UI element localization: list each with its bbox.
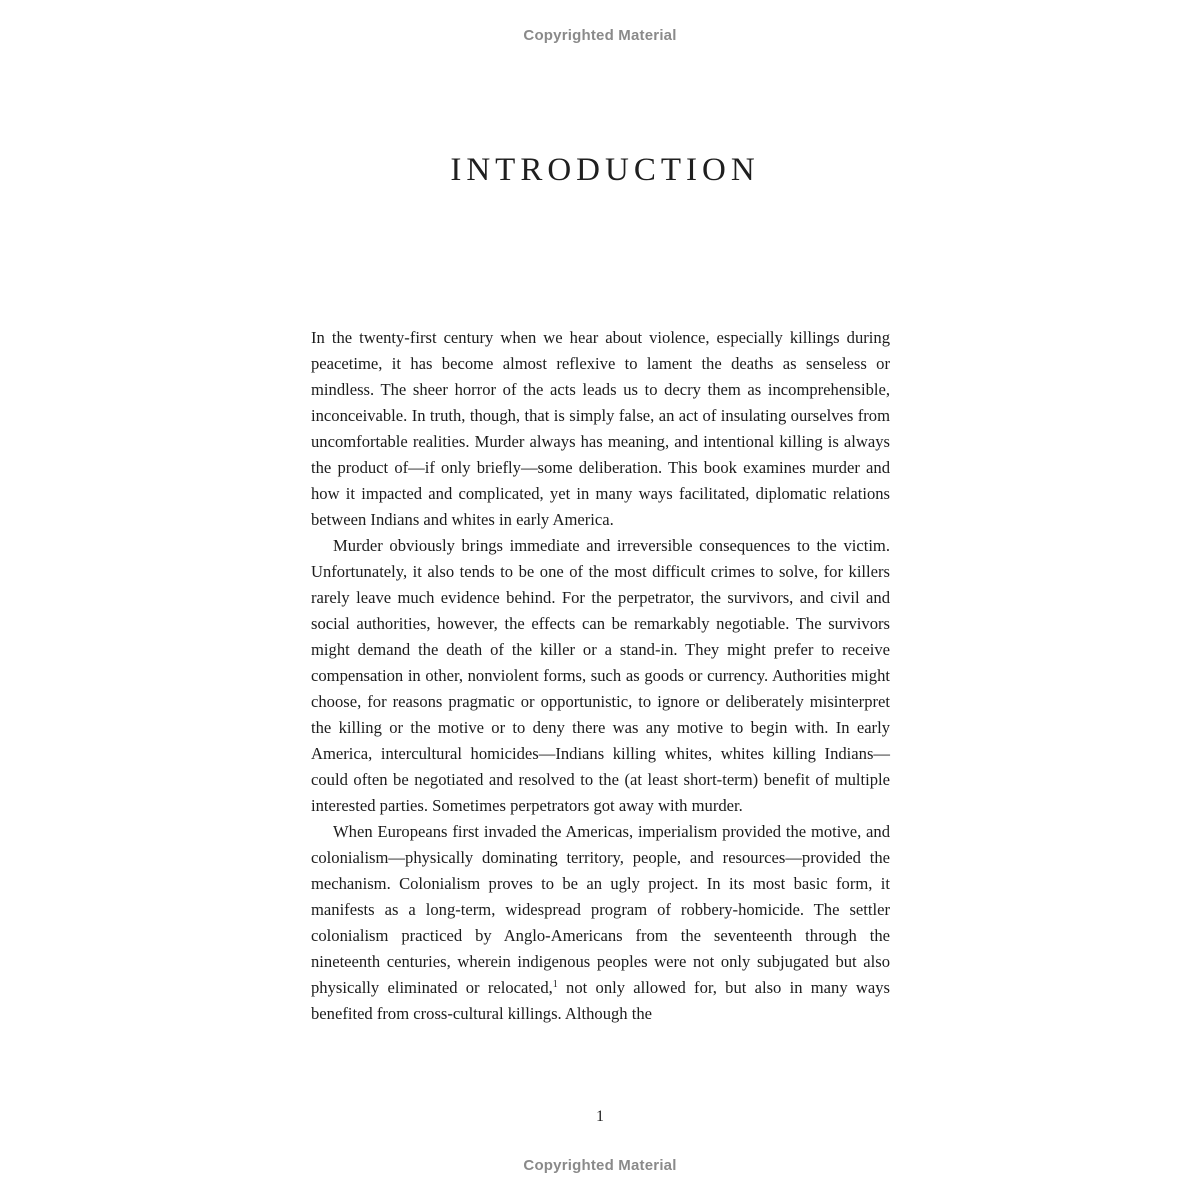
page-number: 1 (596, 1108, 604, 1125)
paragraph-1: In the twenty-first century when we hear about violence, especially killings during peacetime, it has become almost reflexive to lament the deaths as senseless or mindless. The sheer horror of the acts leads us to decry them as incomprehensible, inconceivable. In truth, though, that is simply false, an act of insulating ourselves from uncomfortable realities. Murder always has meaning, and intentional killing is always the product of—if only briefly—some deliberation. This book examines murder and how it impacted and complicated, yet in many ways facilitated, diplomatic relations between Indians and whites in early America. (311, 328, 890, 529)
footnote-reference[interactable]: 1 (552, 979, 558, 990)
body-text (311, 325, 890, 1027)
chapter-title: INTRODUCTION (450, 152, 760, 188)
paragraph-3 (311, 819, 890, 1027)
copyright-watermark-top: Copyrighted Material (523, 27, 677, 44)
paragraph-2: Murder obviously brings immediate and irreversible consequences to the victim. Unfortunately, it also tends to be one of the most difficult crimes to solve, for killers rarely leave much evidence behind. For the perpetrator, the survivors, and civil and social authorities, however, the effects can be remarkably negotiable. The survivors might demand the death of the killer or a stand-in. They might prefer to receive compensation in other, nonviolent forms, such as goods or currency. Authorities might choose, for reasons pragmatic or opportunistic, to ignore or deliberately misinterpret the killing or the motive or to deny there was any motive to begin with. In early America, intercultural homicides—Indians killing whites, whites killing Indians—could often be negotiated and resolved to the (at least short-term) benefit of multiple interested parties. Sometimes perpetrators got away with murder. (311, 536, 890, 815)
paragraph-3-text-after-note: not only allowed for, but also in many ways benefited from cross-cultural killings. Although the (311, 978, 890, 1023)
copyright-watermark-bottom: Copyrighted Material (523, 1157, 677, 1174)
paragraph-3-text-before-note: When Europeans first invaded the Americas, imperialism provided the motive, and colonialism—physically dominating territory, people, and resources—provided the mechanism. Colonialism proves to be an ugly project. In its most basic form, it manifests as a long-term, widespread program of robbery-homicide. The settler colonialism practiced by Anglo-Americans from the seventeenth through the nineteenth centuries, wherein indigenous peoples were not only subjugated but also physically eliminated or relocated, (311, 822, 890, 997)
